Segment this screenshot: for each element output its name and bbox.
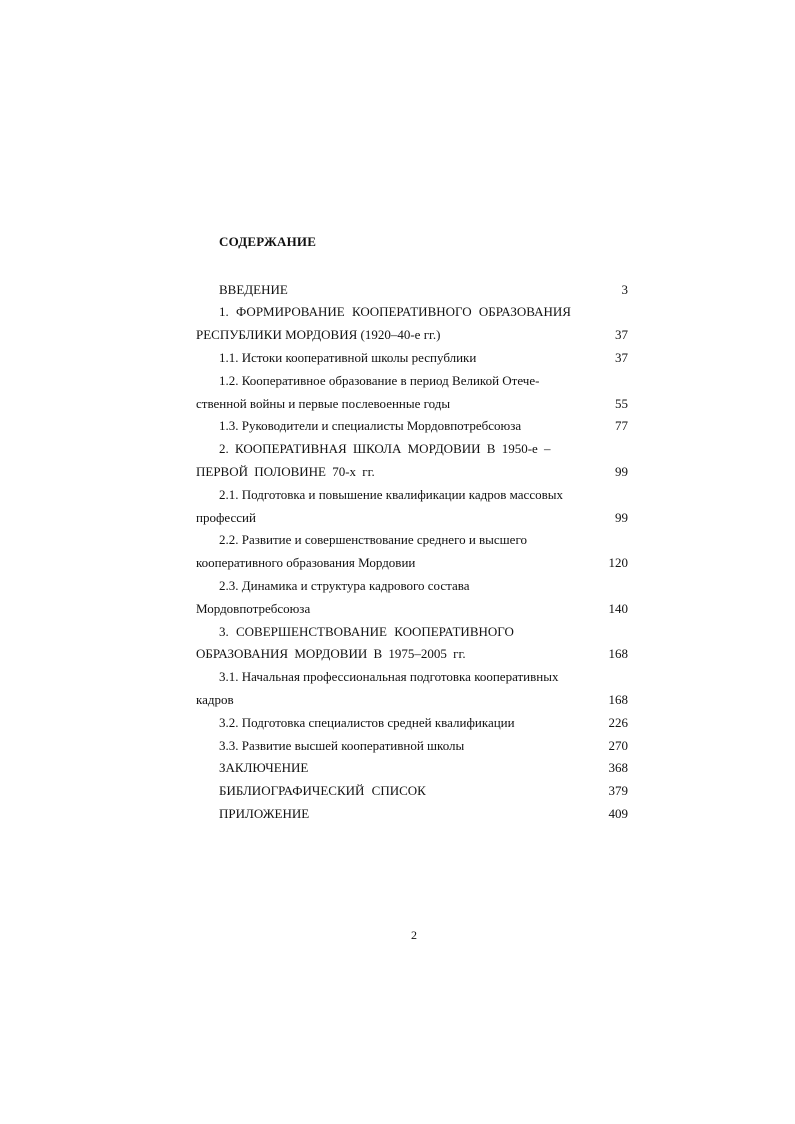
toc-page-number: 3: [621, 282, 628, 297]
toc-page-number: 140: [608, 601, 628, 616]
toc-page-number: 226: [608, 715, 628, 730]
toc-page-number: 168: [608, 692, 628, 707]
contents-heading: СОДЕРЖАНИЕ: [219, 234, 317, 249]
toc-page-number: 379: [608, 783, 628, 798]
toc-page-number: 77: [615, 418, 628, 433]
toc-page-number: 99: [615, 510, 628, 525]
toc-page-number: 270: [608, 738, 628, 753]
toc-page-number: 120: [608, 555, 628, 570]
document-page: СОДЕРЖАНИЕ ВВЕДЕНИЕ 3 1. ФОРМИРОВАНИЕ КООПЕРАТИВНОГО ОБРАЗОВАНИЯ РЕСПУБЛИКИ МОРДОВИЯ (1920–40-е гг.) 37 1.1. Истоки кооперативной школы республики 37 1.2. Кооперативное образование в период Великой Отече- ственной войны и первые послевоенные годы 55 1.3. Руководители и специалисты Мордовпотребсоюза 77 2. КООПЕРАТИВНАЯ ШКОЛА МОРДОВИИ В 1950-е – ПЕРВОЙ ПОЛОВИНЕ 70-х гг. 99 2.1. Подготовка и повышение квалификации кадров массовых профессий 99 2.2. Развитие и совершенствование среднего и высшего кооперативного образования Мордовии 120 2.3. Динамика и структура кадрового состава Мордовпотребсоюза 140 3. СОВЕРШЕНСТВОВАНИЕ КООПЕРАТИВНОГО ОБРАЗОВАНИЯ МОРДОВИИ В 1975–2005 гг. 168 3.1. Начальная профессиональная подготовка кооперативных кадров 168 3.2. Подготовка специалистов средней квалификации 226 3.3. Развитие высшей кооперативной школы 270 ЗАКЛЮЧЕНИЕ 368 БИБЛИОГРАФИЧЕСКИЙ СПИСОК 379 ПРИЛОЖЕНИЕ 409 2: [0, 0, 795, 1124]
toc-page-number: 37: [615, 350, 628, 365]
toc-page-number: 168: [608, 646, 628, 661]
toc-page-number: 409: [608, 806, 628, 821]
toc-page-number: 368: [608, 760, 628, 775]
page-number: 2: [411, 928, 417, 942]
toc-page-number: 99: [615, 464, 628, 479]
toc-page-number: 37: [615, 327, 628, 342]
toc-page-number: 55: [615, 396, 628, 411]
